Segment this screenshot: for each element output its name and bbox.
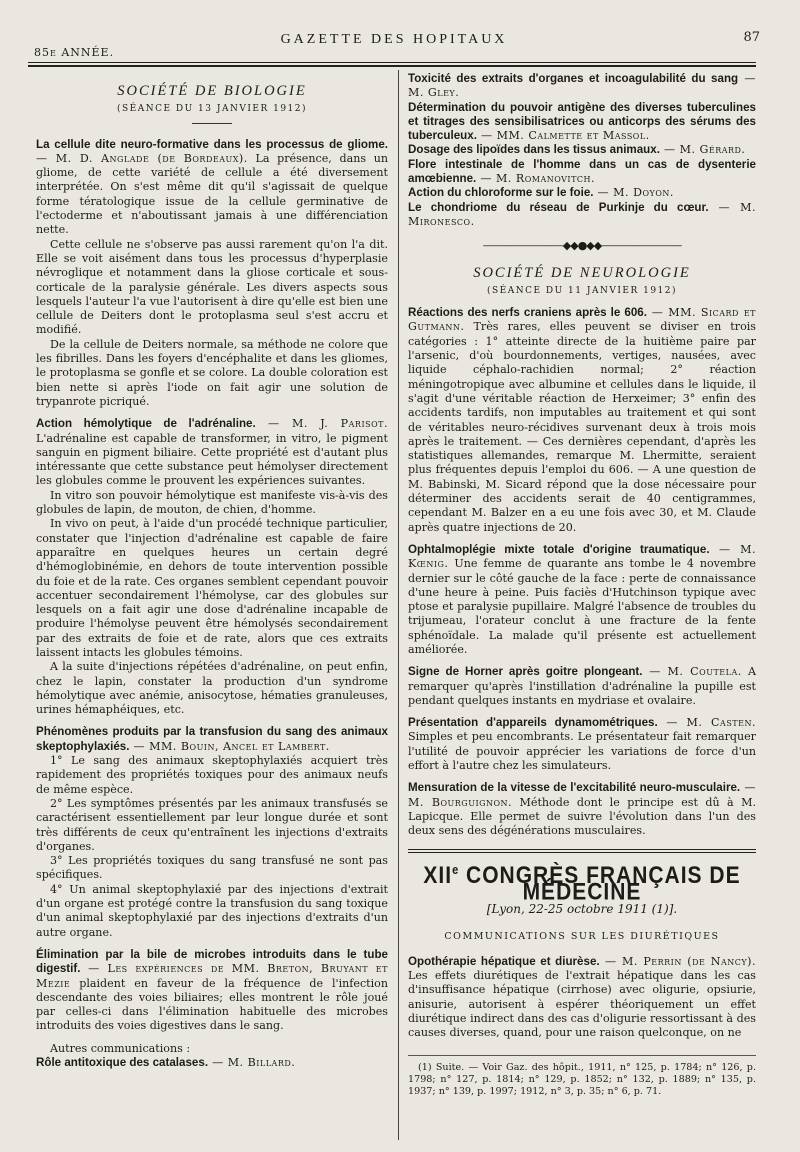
article-catalases xyxy=(36,1056,388,1070)
session-date: (SÉANCE DU 13 JANVIER 1912) xyxy=(116,104,308,115)
congress-number: XII xyxy=(423,862,453,889)
article-title: Ophtalmoplégie mixte totale d'origine traumatique. xyxy=(408,542,710,556)
article-author: — M. Doyon. xyxy=(593,186,674,200)
paragraph: In vivo on peut, à l'aide d'un procédé technique particulier, constater que l'injection d'adrénaline est capable de faire apparaître en quelques heures un certain degré d'hémoglobinémie, en dehors de toute intervention possible du foie et de la rate. Ces organes semblent cependant pouvoir accentuer secondairement l'hémolyse, car des globules sur lesquels on a fait agir une dose d'adrénaline incapable de produire l'hémolyse peuvent être hémolysés secondairement par des extraits de foie et de rate, alors que ces extraits laissent intacts les globules témoins. xyxy=(36,517,388,659)
article-author: — M. Gérard. xyxy=(659,143,746,157)
article-title: Action hémolytique de l'adrénaline. xyxy=(36,417,256,431)
paragraph: Cette cellule ne s'observe pas aussi rarement qu'on l'a dit. Elle se voit aisément dans tous les processus d'hyperplasie névroglique et notamment dans la gliose corticale et sous-corticale de la paralysie générale. Les divers aspects sous lesquels l'auteur l'a vue l'autorisent à dire qu'elle est bien une cellule de Deiters dont le protoplasma seul s'est accru et modifié. xyxy=(36,237,388,337)
divider xyxy=(192,123,232,124)
article-title: Flore intestinale de l'homme dans un cas de dysenterie amœbienne. xyxy=(408,157,756,186)
section-rule xyxy=(408,849,756,853)
other-communications-label: Autres communications : xyxy=(50,1041,191,1055)
article-author: — M. Billard. xyxy=(208,1056,296,1069)
society-heading: SOCIÉTÉ DE BIOLOGIE xyxy=(117,83,307,99)
article-text: Une femme de quarante ans tombe le 4 novembre dernier sur le côté gauche de la face : perte de connaissance d'une heure à peine. Puis faciès d'Hutchinson typique avec ptose et paralysie pupillaire. Malgré l'absence de troubles du trijumeau, l'orateur conclut à une fracture de la fente sphénoïdale. La malade qu'il présente est actuellement améliorée. xyxy=(408,557,756,656)
article-ophtalmoplegie xyxy=(408,543,756,657)
article-nerfs xyxy=(408,306,756,535)
article-text: plaident en faveur de la fréquence de l'infection descendante des voies biliaires; elles montrent le rôle joué par celles-ci dans l'élimination habituelle des microbes introduits des voies digestives dans le sang. xyxy=(36,976,388,1033)
article-title: Élimination par la bile de microbes introduits dans le tube digestif. xyxy=(36,947,388,976)
article-tuberculines xyxy=(408,101,756,144)
article-author: — M. Mironesco. xyxy=(408,200,756,228)
article-title: Présentation d'appareils dynamométriques. xyxy=(408,716,658,730)
article-title: Phénomènes produits par la transfusion du sang des animaux skeptophylaxiés. xyxy=(36,725,388,753)
article-opotherapie xyxy=(408,955,756,1041)
article-chloroforme xyxy=(408,186,756,200)
article-dynamometre xyxy=(408,716,756,773)
article-transfusion xyxy=(36,725,388,754)
column-divider xyxy=(398,70,399,1140)
article-title: Mensuration de la vitesse de l'excitabilité neuro-musculaire. xyxy=(408,781,741,795)
article-author: — M. Kœnig. xyxy=(408,542,756,571)
article-flore xyxy=(408,158,756,187)
article-text: Les effets diurétiques de l'extrait hépatique dans les cas d'insuffisance hépatique (cirrhose) avec oligurie, opsiurie, anisurie, autorisent à espérer théoriquement un effet diurétique indirect dans des cas d'oligurie ressortissant à des causes diverses, quand, pour une raison quelconque, on ne xyxy=(408,969,756,1040)
left-column xyxy=(36,72,388,1070)
article-text: Simples et peu encombrants. Le présentateur fait remarquer l'utilité de pouvoir apprécier les variations de force d'un effort à l'autre chez les simulateurs. xyxy=(408,730,756,773)
article-author: — M. Perrin (de Nancy). xyxy=(599,954,756,968)
paragraph: 3° Les propriétés toxiques du sang transfusé ne sont pas spécifiques. xyxy=(36,854,388,882)
header-rule xyxy=(28,62,756,63)
journal-title: GAZETTE DES HOPITAUX xyxy=(280,32,508,47)
article-text: Méthode dont le principe est dû à M. Lapicque. Elle permet de suivre l'évolution dans l'un des deux sens des dégénérations musculaires. xyxy=(408,795,756,838)
article-text: La présence, dans un gliome, de cette variété de cellule a été diversement interprétée. On s'est même dit qu'il s'agissait de quelque forme tératologique issue de la cellule germinative de l'ectoderme et n'aboutissant jamais à une différenciation nette. xyxy=(36,151,388,237)
paragraph: A la suite d'injections répétées d'adrénaline, on peut enfin, chez le lapin, constater la production d'un syndrome hémolytique avec anémie, anisocytose, hématies granuleuses, urines hémaphéiques, etc. xyxy=(36,660,388,717)
paragraph: In vitro son pouvoir hémolytique est manifeste vis-à-vis des globules de lapin, de mouton, de chien, d'homme. xyxy=(36,488,388,517)
article-author: — Les expériences de MM. Breton, Bruyant et Mezie xyxy=(36,962,388,990)
article-title: Toxicité des extraits d'organes et incoagulabilité du sang xyxy=(408,72,739,85)
article-title: Opothérapie hépatique et diurèse. xyxy=(408,954,600,968)
article-title: Action du chloroforme sur le foie. xyxy=(408,186,594,200)
session-date: (SÉANCE DU 11 JANVIER 1912) xyxy=(486,285,678,296)
article-title: La cellule dite neuro-formative dans les processus de gliome. xyxy=(36,137,388,151)
article-text: Très rares, elles peuvent se diviser en trois catégories : 1° atteinte directe de la huitième paire par l'arsenic, d'où bourdonnements, vertiges, nausées, avec liquide céphalo-rachidien normal; 2° réaction méningotropique avec albumine et cellules dans le liquide, il s'agit d'une véritable réaction de Herxeimer; 3° enfin des accidents tardifs, non imputables au traitement et qui sont de véritables neuro-récidives survenant deux à trois mois après le traitement. — Ces dernières cependant, d'après les statistiques allemandes, remarque M. Lhermitte, seraient plus fréquentes depuis l'emploi du 606. — A une question de M. Babinski, M. Sicard répond que la dose nécessaire pour déterminer des accidents serait de 40 centigrammes, cependant M. Balzer en a eu une fois avec 30, et M. Claude après quatre injections de 20. xyxy=(408,320,756,534)
ornament-divider: ————————◆◆●◆◆———————— xyxy=(482,239,682,253)
article-text: A remarquer qu'après l'instillation d'adrénaline la pupille est pendant quelques instants en mydriase et ovalaire. xyxy=(408,665,757,707)
article-title: Rôle antitoxique des catalases. xyxy=(36,1056,209,1069)
volume-year: 85e ANNÉE. xyxy=(34,46,115,59)
article-lipoides xyxy=(408,143,756,157)
article-author: — M. D. Anglade (de Bordeaux). xyxy=(36,151,248,165)
paragraph: 2° Les symptômes présentés par les animaux transfusés se caractérisent essentiellement par leur longue durée et sont très différents de ceux qu'entraînent les injections d'extraits d'organes. xyxy=(36,796,388,853)
article-author: — M. Bourguignon. xyxy=(408,781,756,809)
article-author: — M. Casten. xyxy=(657,716,757,730)
article-horner xyxy=(408,665,756,708)
article-author: — MM. Calmette et Massol. xyxy=(476,129,650,143)
paragraph: 4° Un animal skeptophylaxié par des injections d'extrait d'un organe est protégé contre la transfusion du sang toxique d'un animal skeptophylaxié par des injections d'extraits d'un autre organe. xyxy=(36,882,388,939)
article-adrenaline xyxy=(36,417,388,488)
page-number: 87 xyxy=(743,30,760,45)
article-title: Le chondriome du réseau de Purkinje du cœur. xyxy=(408,200,709,214)
society-heading: SOCIÉTÉ DE NEUROLOGIE xyxy=(473,264,691,281)
article-author: — M. Coutela. xyxy=(642,665,742,679)
paragraph: De la cellule de Deiters normale, sa méthode ne colore que les fibrilles. Dans les foyers d'encéphalite et dans les gliomes, le protoplasma se gonfle et se colore. La double coloration est bien nette si après l'iode on fait agir une solution de trypanrote picriqué. xyxy=(36,337,388,408)
article-excitabilite xyxy=(408,781,756,838)
article-bile xyxy=(36,948,388,1034)
footnote xyxy=(408,1055,756,1099)
article-title: Dosage des lipoïdes dans les tissus animaux. xyxy=(408,143,660,157)
article-author: — M. Gley. xyxy=(408,72,756,100)
article-author: — M. Romanovitch. xyxy=(476,172,596,186)
congress-place: [Lyon, 22-25 octobre 1911 (1)]. xyxy=(486,902,678,917)
article-chondriome xyxy=(408,201,756,230)
congress-heading xyxy=(408,862,756,905)
congress-ordinal: e xyxy=(452,863,460,877)
article-title: Réactions des nerfs craniens après le 606. xyxy=(408,306,647,320)
article-author: — MM. Bouin, Ancel et Lambert. xyxy=(129,739,330,753)
paragraph: 1° Le sang des animaux skeptophylaxiés acquiert très rapidement des propriétés toxiques pour des animaux neufs de même espèce. xyxy=(36,754,388,796)
article-text: L'adrénaline est capable de transformer, in vitro, le pigment sanguin en pigment biliaire. Cette propriété est d'autant plus intéressante que cette substance peut hémolyser directement les globules comme le prouvent les expériences suivantes. xyxy=(36,431,388,488)
article-gliome xyxy=(36,138,388,238)
article-author: — M. J. Parisot. xyxy=(255,417,389,431)
congress-title: CONGRÈS FRANÇAIS DE MÉDECINE xyxy=(459,862,741,905)
article-author: — MM. Sicard et Gutmann. xyxy=(408,306,756,334)
footnote-text: (1) Suite. — Voir Gaz. des hôpit., 1911, n° 125, p. 1784; n° 126, p. 1798; n° 127, p. 1814; n° 129, p. 1852; n° 132, p. 1889; n° 135, p. 1937; n° 139, p. 1997; 1912, n° 3, p. 35; n° 6, p. 71. xyxy=(408,1061,756,1097)
right-column xyxy=(408,72,756,1098)
article-title: Détermination du pouvoir antigène des diverses tuberculines et titrages des sensibilisatrices ou anticorps des sérums des tuberculeux. xyxy=(408,100,756,143)
header-rule-thick xyxy=(28,65,756,67)
article-title: Signe de Horner après goitre plongeant. xyxy=(408,665,643,679)
section-heading: COMMUNICATIONS SUR LES DIURÉTIQUES xyxy=(444,931,720,943)
article-toxicite xyxy=(408,72,756,101)
